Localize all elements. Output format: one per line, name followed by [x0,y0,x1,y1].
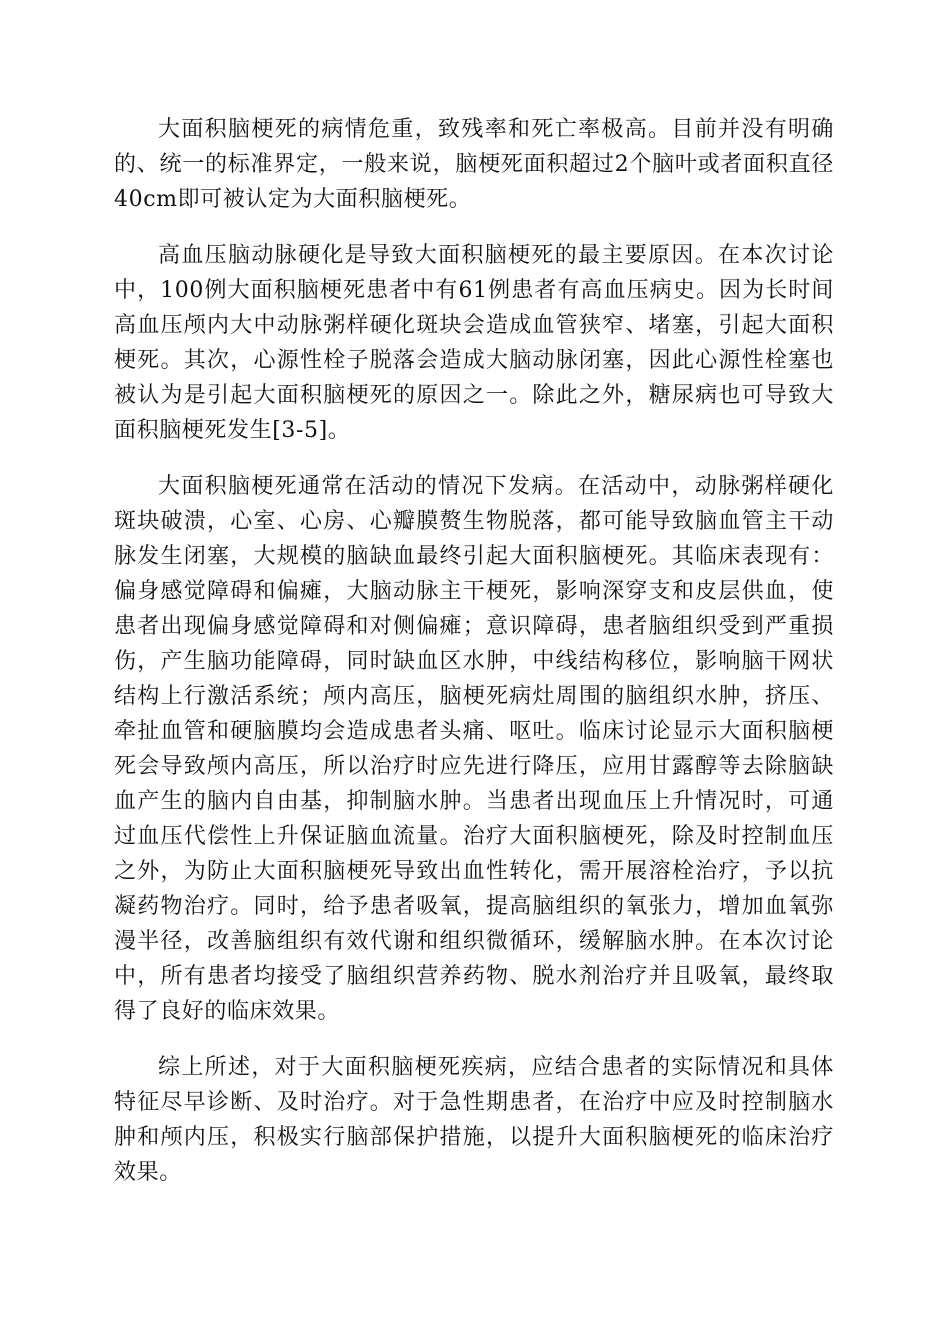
paragraph-definition: 大面积脑梗死的病情危重，致残率和死亡率极高。目前并没有明确的、统一的标准界定，一般来说，脑梗死面积超过2个脑叶或者面积直径40cm即可被认定为大面积脑梗死。 [114,117,834,212]
paragraph-causes: 高血压脑动脉硬化是导致大面积脑梗死的最主要原因。在本次讨论中，100例大面积脑梗死患者中有61例患者有高血压病史。因为长时间高血压颅内大中动脉粥样硬化斑块会造成血管狭窄、堵塞，引起大面积梗死。其次，心源性栓子脱落会造成大脑动脉闭塞，因此心源性栓塞也被认为是引起大面积脑梗死的原因之一。除此之外，糖尿病也可导致大面积脑梗死发生[3-5]。 [114,243,834,443]
paragraph-clinical-treatment: 大面积脑梗死通常在活动的情况下发病。在活动中，动脉粥样硬化斑块破溃，心室、心房、心瓣膜赘生物脱落，都可能导致脑血管主干动脉发生闭塞，大规模的脑缺血最终引起大面积脑梗死。其临床表现有：偏身感觉障碍和偏瘫，大脑动脉主干梗死，影响深穿支和皮层供血，使患者出现偏身感觉障碍和对侧偏瘫；意识障碍，患者脑组织受到严重损伤，产生脑功能障碍，同时缺血区水肿，中线结构移位，影响脑干网状结构上行激活系统；颅内高压，脑梗死病灶周围的脑组织水肿，挤压、牵扯血管和硬脑膜均会造成患者头痛、呕吐。临床讨论显示大面积脑梗死会导致颅内高压，所以治疗时应先进行降压，应用甘露醇等去除脑缺血产生的脑内自由基，抑制脑水肿。当患者出现血压上升情况时，可通过血压代偿性上升保证脑血流量。治疗大面积脑梗死，除及时控制血压之外，为防止大面积脑梗死导致出血性转化，需开展溶栓治疗，予以抗凝药物治疗。同时，给予患者吸氧，提高脑组织的氧张力，增加血氧弥漫半径，改善脑组织有效代谢和组织微循环，缓解脑水肿。在本次讨论中，所有患者均接受了脑组织营养药物、脱水剂治疗并且吸氧，最终取得了良好的临床效果。 [114,474,834,1024]
paragraph-conclusion: 综上所述，对于大面积脑梗死疾病，应结合患者的实际情况和具体特征尽早诊断、及时治疗。对于急性期患者，在治疗中应及时控制脑水肿和颅内压，积极实行脑部保护措施，以提升大面积脑梗死的临床治疗效果。 [114,1055,834,1185]
document-body [114,112,834,1190]
